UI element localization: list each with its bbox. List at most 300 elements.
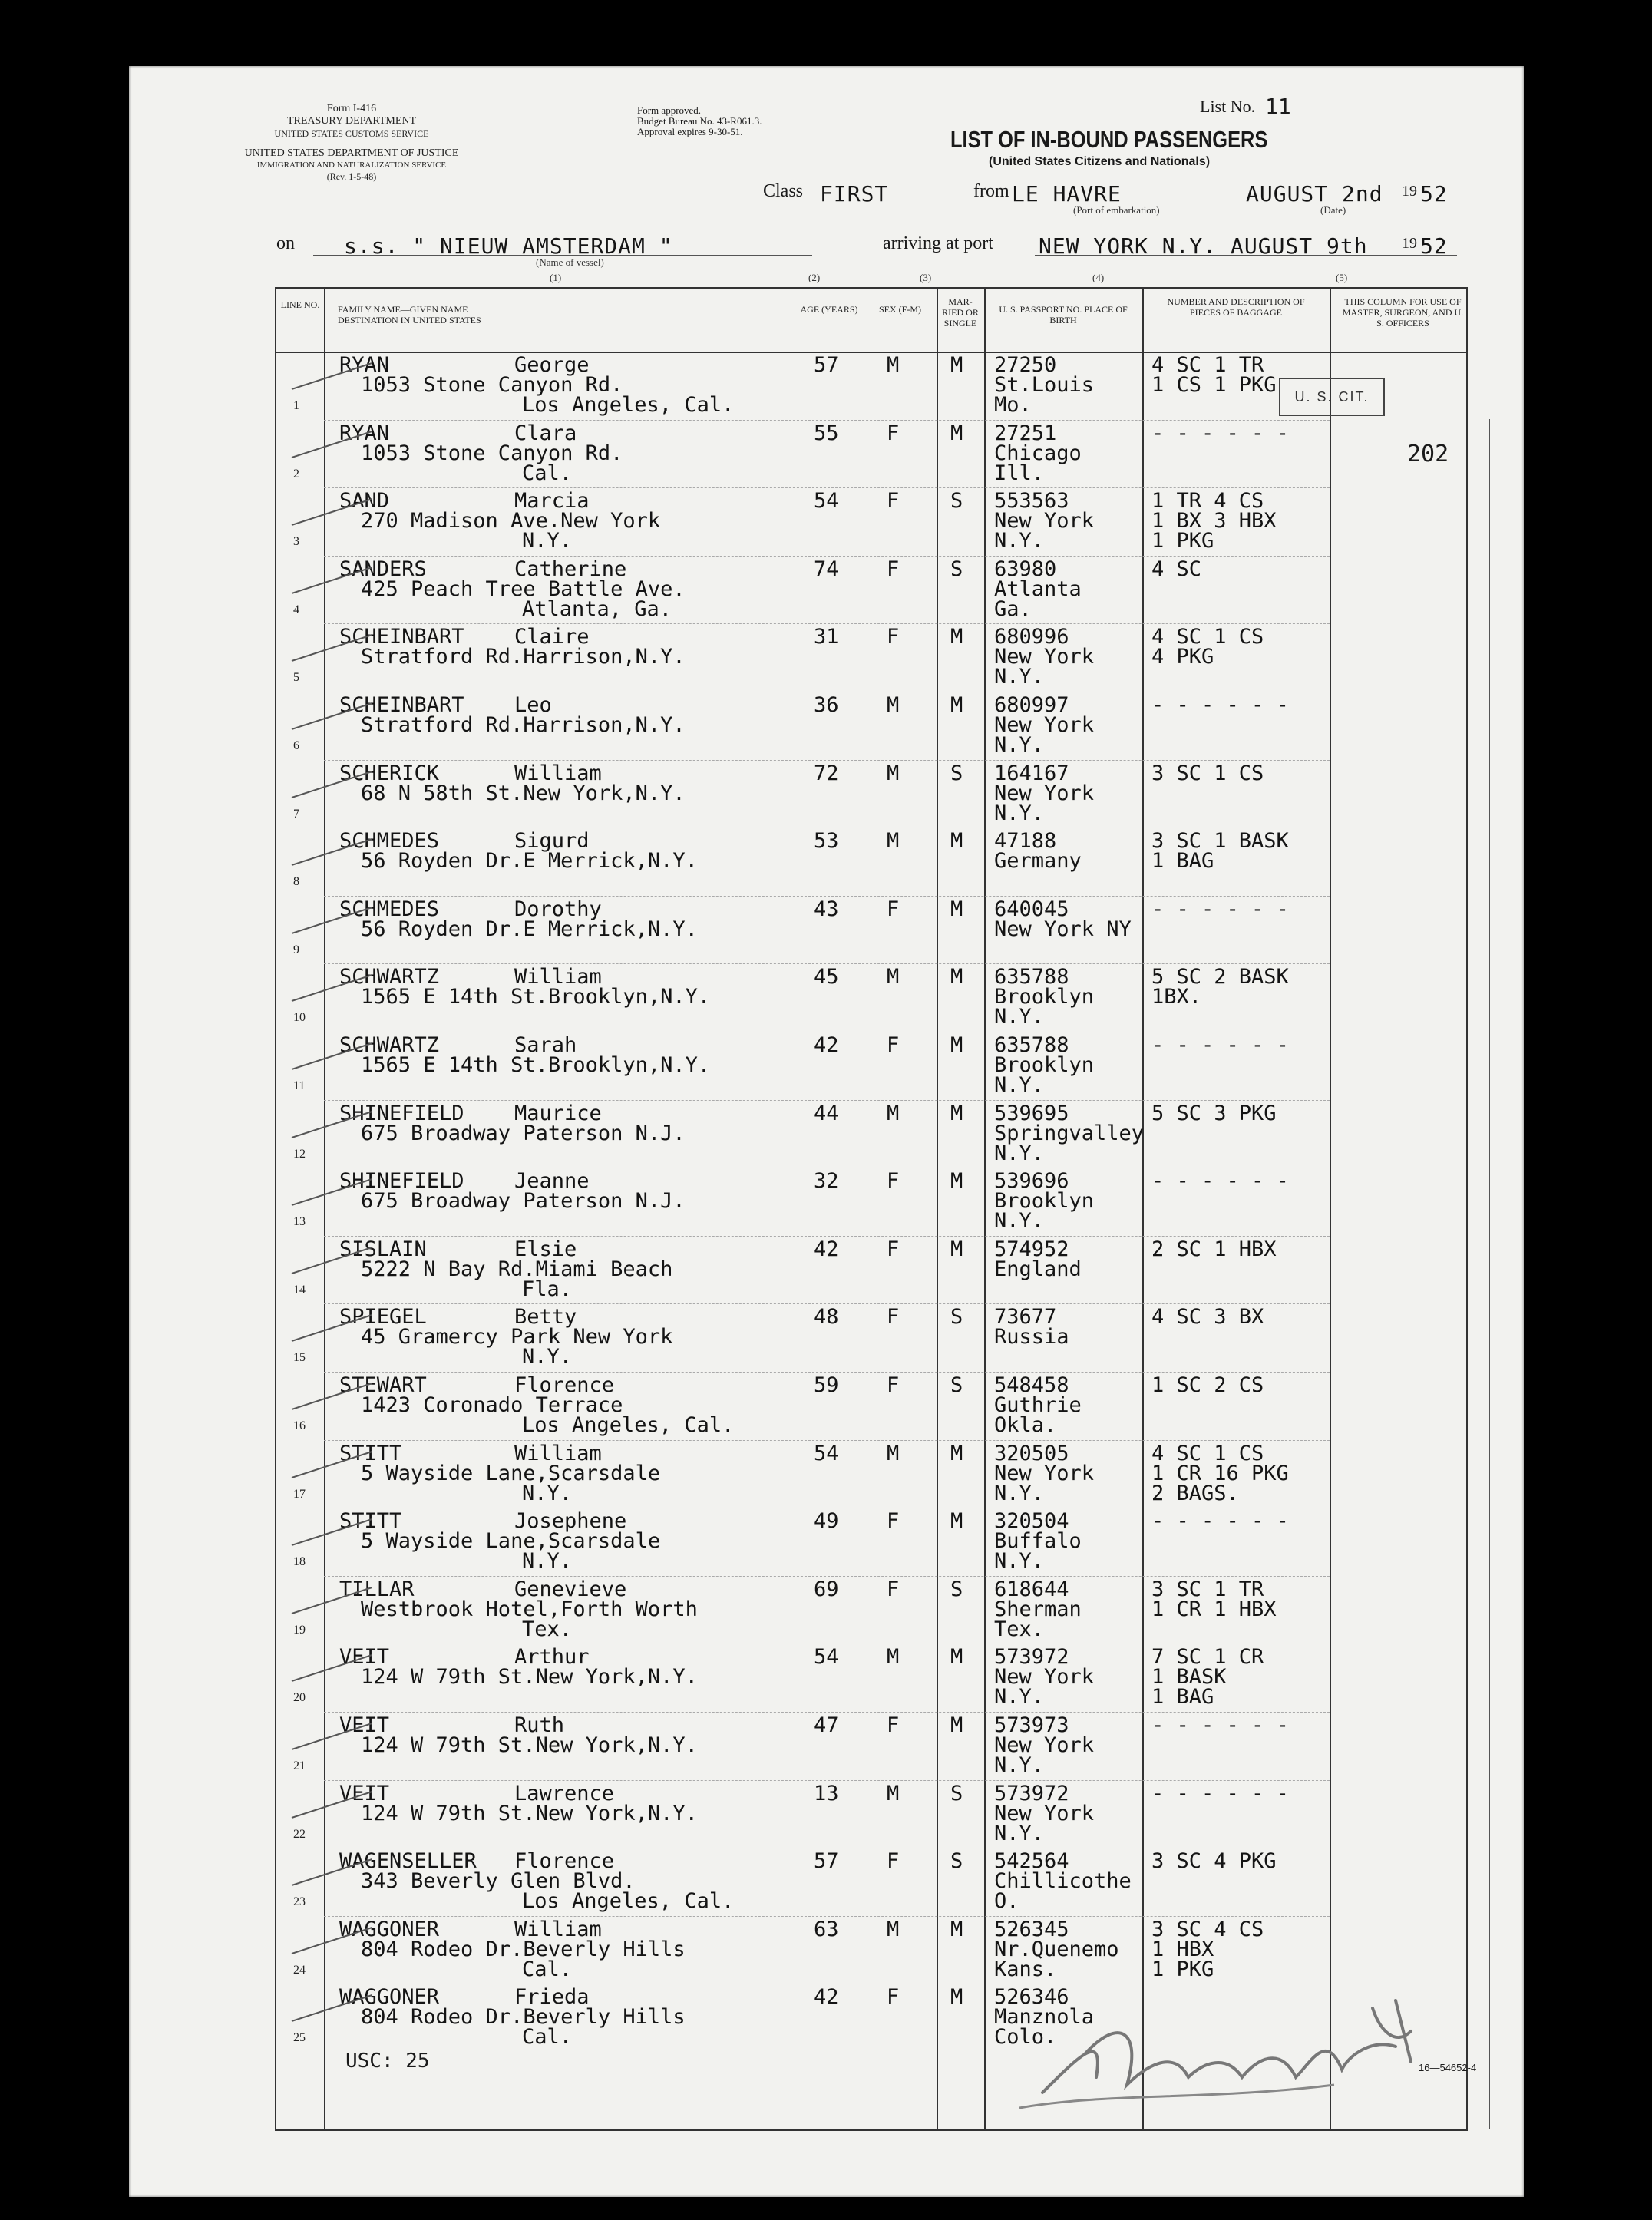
marital-status: M [950,897,963,921]
marital-status: M [950,1509,963,1534]
family-name: SCHEINBART [339,693,464,717]
table-row [276,828,1466,896]
given-name: Betty [514,1305,577,1330]
baggage-line-1: - - - - - - [1151,1033,1289,1057]
birth-place: Sherman [994,1597,1082,1621]
age: 32 [814,1169,839,1194]
passport-number: 618644 [994,1577,1069,1601]
col-number-4: (4) [1092,272,1105,283]
address-line-1: 5222 N Bay Rd.Miami Beach [361,1257,673,1281]
baggage-line-1: - - - - - - [1151,1509,1289,1534]
birth-place: Springvalley [994,1121,1145,1145]
marital-status: S [950,1373,963,1397]
address-line-1: 675 Broadway Paterson N.J. [361,1121,686,1145]
passport-number: 164167 [994,761,1069,785]
sex: M [887,1645,900,1670]
line-number: 1 [293,399,299,412]
birth-state: Ill. [994,461,1045,485]
baggage-line-1: 3 SC 1 TR [1151,1577,1264,1601]
birth-place: Guthrie [994,1393,1082,1417]
justice-dept: UNITED STATES DEPARTMENT OF JUSTICE [244,147,459,159]
birth-state: N.Y. [994,1753,1045,1777]
given-name: Genevieve [514,1577,627,1601]
line-number: 9 [293,943,299,956]
age: 53 [814,829,839,854]
birth-place: New York [994,645,1095,669]
birth-place: England [994,1257,1082,1281]
sex: M [887,761,900,785]
col-header-sex: SEX (F-M) [878,304,921,315]
line-number: 18 [293,1555,306,1569]
sex: M [887,965,900,989]
birth-state: Okla. [994,1413,1057,1437]
birth-place: Manznola [994,2005,1095,2030]
given-name: Arthur [514,1645,590,1670]
sex: F [887,557,900,581]
family-name: SPIEGEL [339,1305,427,1330]
family-name: VEIT [339,1781,390,1805]
age: 42 [814,1985,839,2010]
sex: F [887,489,900,514]
given-name: Florence [514,1849,615,1874]
form-approved: Form approved. [637,104,702,116]
line-number: 13 [293,1215,306,1229]
baggage-line-1: 4 SC 1 TR [1151,353,1264,377]
address-line-1: Stratford Rd.Harrison,N.Y. [361,645,686,669]
col-header-married: MAR-RIED OR SINGLE [942,296,979,329]
marital-status: M [950,1033,963,1057]
col-number-1: (1) [550,272,562,283]
form-code: 16—54652-4 [1419,2062,1477,2073]
port-caption: (Port of embarkation) [1073,204,1160,216]
marital-status: S [950,1849,963,1874]
baggage-line-1: 3 SC 1 BASK [1151,829,1289,854]
marital-status: M [950,1985,963,2010]
marital-status: M [950,965,963,989]
passport-number: 539696 [994,1169,1069,1194]
birth-state: N.Y. [994,733,1045,757]
age: 57 [814,353,839,377]
line-number: 5 [293,671,299,685]
given-name: William [514,965,602,989]
revision: (Rev. 1-5-48) [326,171,377,182]
marital-status: S [950,489,963,514]
marital-status: M [950,1169,963,1194]
birth-place: New York NY [994,917,1132,941]
age: 44 [814,1101,839,1125]
family-name: SHINEFIELD [339,1169,464,1194]
passport-number: 553563 [994,489,1069,514]
baggage-line-2: 1 BAG [1151,849,1214,874]
age: 31 [814,625,839,649]
passport-number: 573972 [994,1645,1069,1670]
marital-status: S [950,557,963,581]
family-name: SCHWARTZ [339,1033,440,1057]
col-header-officers: THIS COLUMN FOR USE OF MASTER, SURGEON, AND U. S. OFFICERS [1342,296,1464,329]
col-number-2: (2) [808,272,821,283]
family-name: WAGENSELLER [339,1849,477,1874]
passport-number: 27251 [994,421,1057,445]
given-name: William [514,1917,602,1941]
age: 42 [814,1033,839,1057]
birth-state: Tex. [994,1617,1045,1641]
age: 43 [814,897,839,921]
given-name: Jeanne [514,1169,590,1194]
birth-place: Brooklyn [994,985,1095,1009]
marital-status: M [950,1441,963,1465]
table-row [276,1780,1466,1848]
baggage-line-3: 2 BAGS. [1151,1481,1239,1505]
address-line-1: 270 Madison Ave.New York [361,509,661,534]
sex: F [887,1237,900,1261]
address-line-1: 1053 Stone Canyon Rd. [361,441,623,465]
from-label: from [973,181,1009,201]
table-row [276,487,1466,556]
birth-place: Germany [994,849,1082,874]
class-label: Class [763,181,804,201]
line-number: 14 [293,1283,306,1297]
baggage-line-2: 1 BASK [1151,1665,1227,1690]
on-label: on [276,233,295,253]
line-number: 3 [293,535,299,549]
officer-note-number: 202 [1407,441,1449,467]
ins-service: IMMIGRATION AND NATURALIZATION SERVICE [256,160,447,170]
address-line-1: 675 Broadway Paterson N.J. [361,1189,686,1214]
age: 55 [814,421,839,445]
baggage-line-1: 5 SC 2 BASK [1151,965,1289,989]
sex: M [887,353,900,377]
table-row [276,1236,1466,1304]
birth-place: Nr.Quenemo [994,1937,1119,1961]
age: 49 [814,1509,839,1534]
table-row [276,760,1466,828]
marital-status: S [950,1577,963,1601]
family-name: SHINEFIELD [339,1101,464,1125]
line-number: 22 [293,1827,306,1841]
address-line-1: 56 Royden Dr.E Merrick,N.Y. [361,917,698,941]
birth-place: New York [994,1461,1095,1485]
family-name: SAND [339,489,390,514]
line-number: 8 [293,875,299,889]
line-number: 25 [293,2031,306,2045]
baggage-line-1: - - - - - - [1151,1169,1289,1194]
sex: F [887,1373,900,1397]
birth-place: New York [994,509,1095,534]
marital-status: S [950,1781,963,1805]
baggage-line-1: 5 SC 3 PKG [1151,1101,1277,1125]
birth-place: Buffalo [994,1529,1082,1554]
birth-state: N.Y. [994,1685,1045,1710]
sex: M [887,693,900,717]
given-name: Maurice [514,1101,602,1125]
marital-status: M [950,1237,963,1261]
line-number: 6 [293,739,299,752]
table-row [276,1916,1466,1984]
given-name: William [514,1441,602,1465]
arriving-label: arriving at port [883,233,993,253]
baggage-line-1: - - - - - - [1151,897,1289,921]
age: 54 [814,1645,839,1670]
birth-place: New York [994,1733,1095,1757]
line-number: 16 [293,1419,306,1432]
passport-number: 573973 [994,1713,1069,1737]
family-name: VEIT [339,1713,390,1737]
age: 54 [814,1441,839,1465]
col-number-5: (5) [1336,272,1348,283]
given-name: Marcia [514,489,590,514]
embark-year: 52 [1420,181,1448,206]
address-line-1: 804 Rodeo Dr.Beverly Hills [361,2005,686,2030]
baggage-line-1: 4 SC 3 BX [1151,1305,1264,1330]
baggage-line-1: 3 SC 4 CS [1151,1917,1264,1941]
family-name: STITT [339,1509,402,1534]
col-number-3: (3) [920,272,932,283]
marital-status: M [950,625,963,649]
address-line-2: Fla. [522,1277,573,1301]
family-name: WAGGONER [339,1917,440,1941]
age: 48 [814,1305,839,1330]
sex: F [887,421,900,445]
sex: F [887,1849,900,1874]
family-name: STITT [339,1441,402,1465]
sex: F [887,625,900,649]
given-name: Claire [514,625,590,649]
table-row [276,556,1466,624]
sex: F [887,1713,900,1737]
table-row [276,1168,1466,1236]
line-number: 2 [293,467,299,481]
given-name: Sarah [514,1033,577,1057]
sex: F [887,1169,900,1194]
family-name: SISLAIN [339,1237,427,1261]
sex: F [887,1305,900,1330]
budget-bureau: Budget Bureau No. 43-R061.3. [637,115,762,127]
table-row [276,963,1466,1032]
table-row [276,1644,1466,1712]
passport-number: 47188 [994,829,1057,854]
table-row [276,420,1466,488]
approval-expiry: Approval expires 9-30-51. [637,126,743,137]
address-line-1: 5 Wayside Lane,Scarsdale [361,1461,661,1485]
baggage-line-1: 4 SC 1 CS [1151,625,1264,649]
birth-place: Brooklyn [994,1053,1095,1077]
baggage-line-1: 1 SC 2 CS [1151,1373,1264,1397]
family-name: RYAN [339,421,390,445]
baggage-line-2: 1 CS 1 PKG [1151,373,1277,397]
address-line-2: Cal. [522,1957,573,1981]
passport-number: 320505 [994,1441,1069,1465]
passport-number: 539695 [994,1101,1069,1125]
address-line-2: N.Y. [522,529,573,553]
given-name: Josephene [514,1509,627,1534]
table-row [276,1372,1466,1440]
family-name: STEWART [339,1373,427,1397]
birth-place: New York [994,1801,1095,1825]
baggage-line-2: 1 BX 3 HBX [1151,509,1277,534]
table-row [276,692,1466,760]
form-number: Form I-416 [326,103,377,114]
col-header-age: AGE (YEARS) [800,304,858,315]
passport-number: 573972 [994,1781,1069,1805]
line-number: 10 [293,1011,306,1025]
age: 13 [814,1781,839,1805]
birth-place: Chillicothe [994,1869,1132,1894]
line-number: 24 [293,1963,306,1977]
birth-state: N.Y. [994,1005,1045,1029]
line-number: 4 [293,603,299,616]
address-line-1: 1565 E 14th St.Brooklyn,N.Y. [361,985,711,1009]
given-name: Clara [514,421,577,445]
birth-state: N.Y. [994,801,1045,825]
birth-place: New York [994,1665,1095,1690]
baggage-line-1: 1 TR 4 CS [1151,489,1264,514]
address-line-1: 425 Peach Tree Battle Ave. [361,576,686,601]
passport-number: 63980 [994,557,1057,581]
baggage-line-2: 1BX. [1151,985,1202,1009]
birth-place: St.Louis [994,373,1095,397]
birth-state: N.Y. [994,1209,1045,1234]
address-line-2: Los Angeles, Cal. [522,393,735,417]
age: 45 [814,965,839,989]
marital-status: M [950,353,963,377]
address-line-1: Stratford Rd.Harrison,N.Y. [361,713,686,737]
baggage-line-1: 3 SC 4 PKG [1151,1849,1277,1874]
birth-state: Mo. [994,393,1032,417]
family-name: SCHWARTZ [339,965,440,989]
table-row [276,623,1466,692]
date-caption: (Date) [1320,204,1346,216]
given-name: Dorothy [514,897,602,921]
passenger-rows [276,352,1466,2129]
address-line-2: Tex. [522,1617,573,1641]
address-line-1: 1423 Coronado Terrace [361,1393,623,1417]
citizen-stamp: U. S. CIT. [1279,378,1385,416]
line-number: 7 [293,807,299,821]
birth-place: Russia [994,1325,1069,1350]
baggage-line-1: 7 SC 1 CR [1151,1645,1264,1670]
passport-number: 526345 [994,1917,1069,1941]
table-row [276,896,1466,964]
passport-number: 542564 [994,1849,1069,1874]
age: 63 [814,1917,839,1941]
address-line-1: 124 W 79th St.New York,N.Y. [361,1665,698,1690]
passport-number: 27250 [994,353,1057,377]
arrival-year: 52 [1420,233,1448,259]
given-name: Elsie [514,1237,577,1261]
line-number: 12 [293,1147,306,1161]
sex: M [887,1781,900,1805]
document-title: LIST OF IN-BOUND PASSENGERS [950,126,1268,153]
given-name: Leo [514,693,552,717]
birth-state: Colo. [994,2025,1057,2050]
marital-status: M [950,1101,963,1125]
given-name: Sigurd [514,829,590,854]
birth-state: N.Y. [994,1821,1045,1845]
family-name: SCHERICK [339,761,440,785]
passport-number: 548458 [994,1373,1069,1397]
list-no-label: List No. [1200,97,1256,116]
address-line-2: Cal. [522,2025,573,2050]
baggage-line-2: 4 PKG [1151,645,1214,669]
birth-state: N.Y. [994,1549,1045,1574]
baggage-line-3: 1 PKG [1151,1957,1214,1981]
family-name: TILLAR [339,1577,415,1601]
col-header-baggage: NUMBER AND DESCRIPTION OF PIECES OF BAGGAGE [1167,296,1305,318]
sex: M [887,829,900,854]
line-number: 19 [293,1623,306,1637]
birth-place: Atlanta [994,576,1082,601]
family-name: SCHMEDES [339,897,440,921]
address-line-1: 124 W 79th St.New York,N.Y. [361,1801,698,1825]
baggage-line-2: 1 HBX [1151,1937,1214,1961]
baggage-line-1: 2 SC 1 HBX [1151,1237,1277,1261]
birth-state: N.Y. [994,1481,1045,1505]
given-name: Frieda [514,1985,590,2010]
col-header-line-no: LINE NO. [280,299,320,310]
address-line-1: 1053 Stone Canyon Rd. [361,373,623,397]
marital-status: M [950,1917,963,1941]
birth-place: Chicago [994,441,1082,465]
birth-place: New York [994,713,1095,737]
marital-status: S [950,1305,963,1330]
family-name: RYAN [339,353,390,377]
address-line-2: Los Angeles, Cal. [522,1889,735,1914]
family-name: VEIT [339,1645,390,1670]
address-line-2: Atlanta, Ga. [522,596,672,621]
birth-state: Kans. [994,1957,1057,1981]
age: 54 [814,489,839,514]
birth-place: Brooklyn [994,1189,1095,1214]
sex: F [887,1577,900,1601]
sex: M [887,1441,900,1465]
marital-status: S [950,761,963,785]
baggage-line-2: 1 CR 16 PKG [1151,1461,1289,1485]
age: 69 [814,1577,839,1601]
table-row [276,1508,1466,1576]
passport-number: 680997 [994,693,1069,717]
table-row [276,1848,1466,1916]
line-number: 17 [293,1487,306,1501]
address-line-1: 804 Rodeo Dr.Beverly Hills [361,1937,686,1961]
birth-state: O. [994,1889,1019,1914]
marital-status: M [950,1713,963,1737]
family-name: SANDERS [339,557,427,581]
sex: F [887,897,900,921]
baggage-line-1: - - - - - - [1151,421,1289,445]
line-number: 21 [293,1759,306,1772]
given-name: Ruth [514,1713,565,1737]
birth-state: N.Y. [994,529,1045,553]
baggage-line-1: - - - - - - [1151,1713,1289,1737]
age: 74 [814,557,839,581]
passport-number: 680996 [994,625,1069,649]
baggage-line-3: 1 BAG [1151,1685,1214,1710]
sex: F [887,1509,900,1534]
sex: F [887,1985,900,2010]
col-header-name: FAMILY NAME—GIVEN NAME DESTINATION IN UNITED STATES [338,304,481,325]
vessel-caption: (Name of vessel) [536,256,604,268]
address-line-2: N.Y. [522,1549,573,1574]
list-no: 11 [1265,94,1291,119]
col-header-passport: U. S. PASSPORT NO. PLACE OF BIRTH [999,304,1128,325]
table-row [276,1303,1466,1372]
table-row [276,1576,1466,1644]
address-line-1: 1565 E 14th St.Brooklyn,N.Y. [361,1053,711,1077]
baggage-line-2: 1 CR 1 HBX [1151,1597,1277,1621]
arrival-port-date: NEW YORK N.Y. AUGUST 9th [1039,233,1368,259]
customs-service: UNITED STATES CUSTOMS SERVICE [274,128,429,139]
marital-status: M [950,829,963,854]
